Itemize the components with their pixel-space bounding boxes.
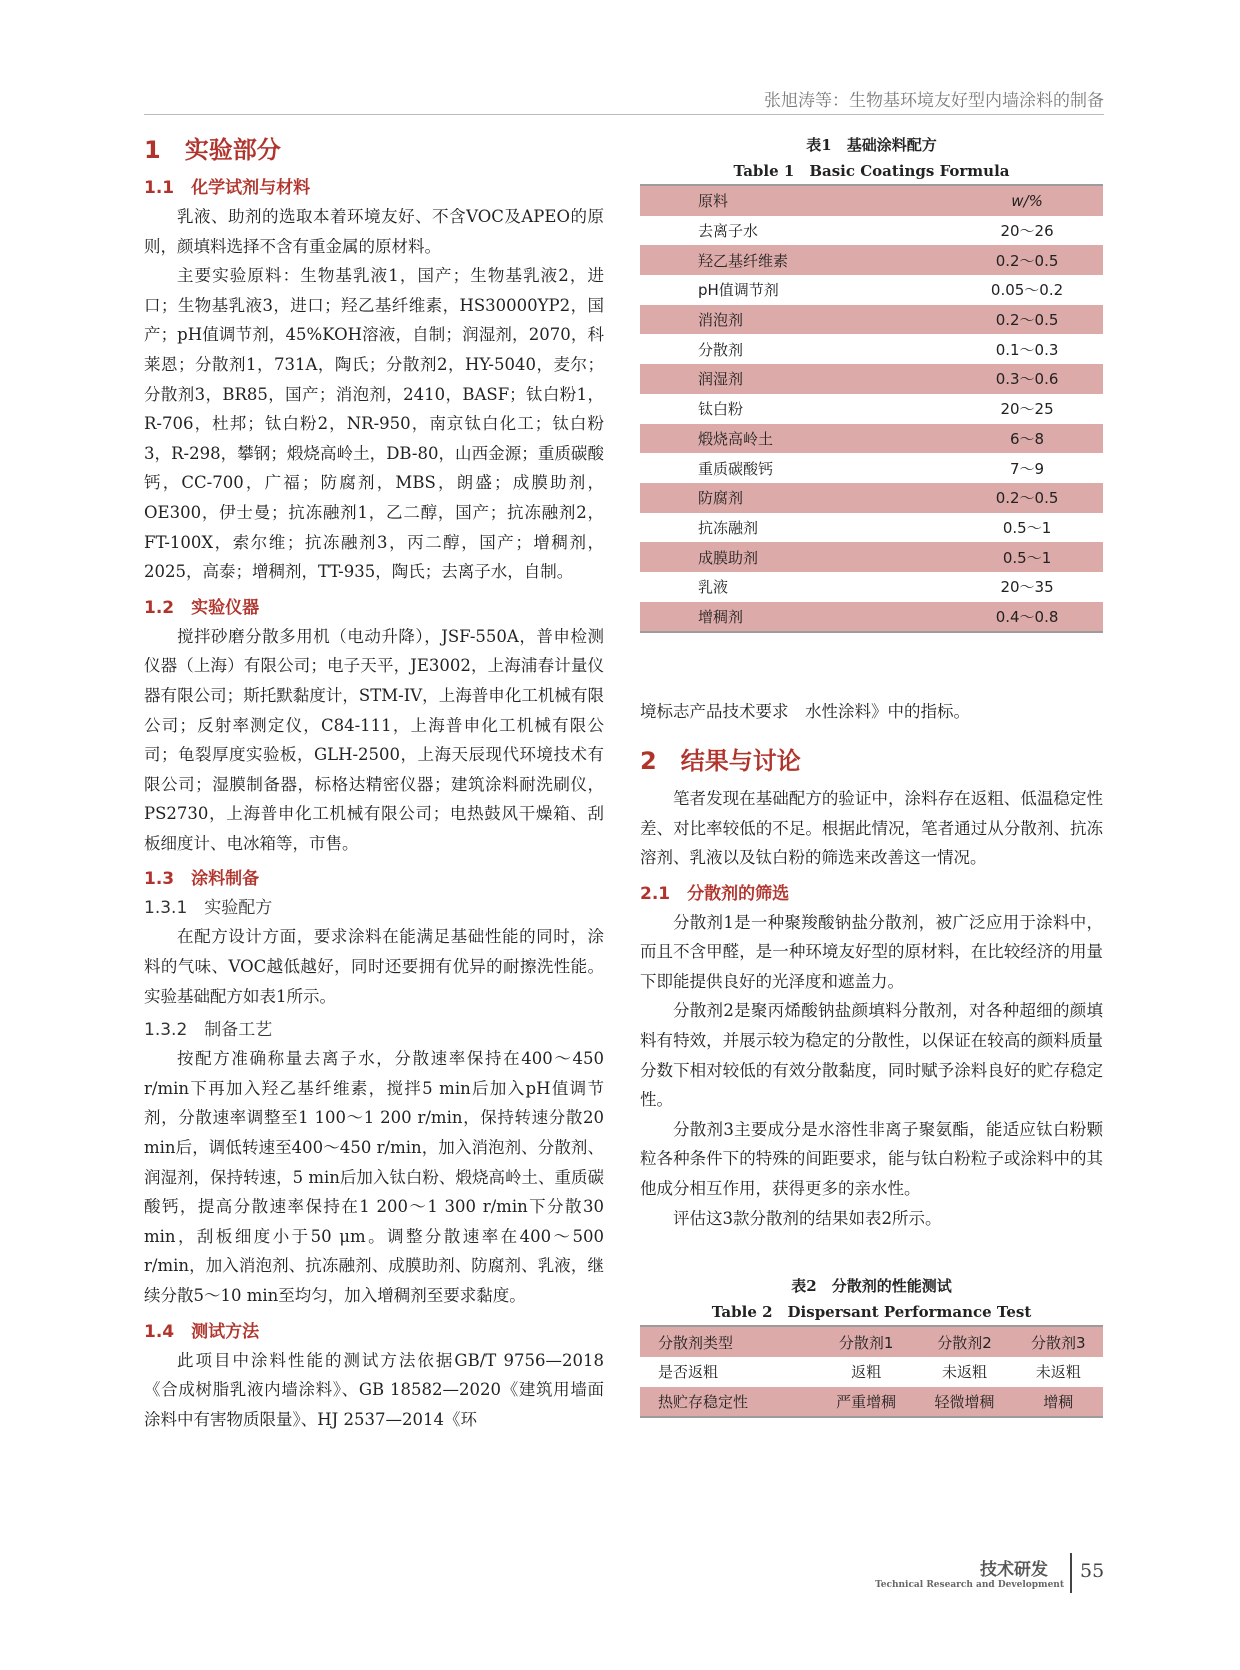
section-2-paragraph: 笔者发现在基础配方的验证中，涂料存在返粗、低温稳定性差、对比率较低的不足。根据此情况，笔者通过从分散剂、抗冻溶剂、乳液以及钛白粉的筛选来改善这一情况。 (640, 788, 1103, 868)
table-1-cell-material: 钛白粉 (698, 400, 744, 419)
table-2-cell: 是否返粗 (658, 1363, 719, 1382)
table-1-row (640, 602, 1103, 633)
table-2-cell: 返粗 (851, 1363, 882, 1382)
table-1-caption-en: Table 1 Basic Coatings Formula (733, 162, 1010, 180)
table-2-header-row (640, 1326, 1103, 1357)
table-1-row (640, 364, 1103, 394)
table-2-cell: 严重增稠 (817, 1387, 915, 1418)
table-1-cell-material: 润湿剂 (640, 364, 951, 394)
footer-divider (1070, 1553, 1072, 1593)
section-1-3-2-heading: 1.3.2 制备工艺 (144, 1020, 273, 1041)
table-1-row (640, 334, 1103, 364)
table-1-row (640, 394, 1103, 424)
table-1-cell-value: 0.2～0.5 (951, 483, 1103, 513)
table-2-cell: 增稠 (1014, 1387, 1103, 1418)
section-2-1-paragraph-2: 分散剂2是聚丙烯酸钠盐颜填料分散剂，对各种超细的颜填料有特效，并展示较为稳定的分散性，以保证在较高的颜料质量分数下相对较低的有效分散黏度，同时赋予涂料良好的贮存稳定性。 (640, 1001, 1103, 1110)
section-1-3-2-paragraph: 按配方准确称量去离子水，分散速率保持在400～450 r/min下再加入羟乙基纤维素，搅拌5 min后加入pH值调节剂，分散速率调整至1 100～1 200 r/min，保持转速分散20 min后，调低转速至400～450 r/min，加入消泡剂、分散剂、润湿剂，保持转速，5 min后加入钛白粉、煅烧高岭土、重质碳酸钙，提高分散速率保持在1 200～1 300 r/min下分散30 min，刮板细度小于50 μm。调整分散速率在400～500 r/min，加入消泡剂、抗冻融剂、成膜助剂、防腐剂、乳液，继续分散5～10 min至均匀，加入增稠剂至要求黏度。 (144, 1049, 604, 1305)
table-2-row (640, 1387, 1103, 1418)
left-column (144, 130, 604, 1434)
table-1-cell-value: 7～9 (1010, 459, 1045, 478)
section-1-1-paragraph-1: 乳液、助剂的选取本着环境友好、不含VOC及APEO的原则，颜填料选择不含有重金属的原材料。 (144, 207, 604, 256)
table-1-row (640, 542, 1103, 572)
table-2-cell: 未返粗 (1035, 1363, 1081, 1382)
header-rule (144, 114, 1104, 115)
section-2-1-paragraph-3: 分散剂3主要成分是水溶性非离子聚氨酯，能适应钛白粉颗粒各种条件下的特殊的间距要求，能与钛白粉粒子或涂料中的其他成分相互作用，获得更多的亲水性。 (640, 1119, 1103, 1199)
section-1-4-continued: 境标志产品技术要求 水性涂料》中的指标。 (640, 702, 970, 722)
table-2-row (640, 1357, 1103, 1387)
section-2-1-paragraph-1: 分散剂1是一种聚羧酸钠盐分散剂，被广泛应用于涂料中，而且不含甲醛，是一种环境友好型的原材料，在比较经济的用量下即能提供良好的光泽度和遮盖力。 (640, 912, 1103, 991)
table-1-cell-material: 乳液 (698, 578, 729, 597)
running-head: 张旭涛等：生物基环境友好型内墙涂料的制备 (764, 91, 1104, 111)
table-1-row (640, 453, 1103, 483)
table-1-row (640, 483, 1103, 513)
table-2-header-cell: 分散剂3 (1014, 1326, 1103, 1357)
table-1-cell-value: 6～8 (951, 424, 1103, 454)
table-1-basic-formula (640, 184, 1103, 633)
table-1-cell-value: 0.4～0.8 (951, 602, 1103, 633)
table-1-cell-value: 0.2～0.5 (951, 245, 1103, 275)
table-1-row (640, 424, 1103, 454)
section-1-3-1-paragraph: 在配方设计方面，要求涂料在能满足基础性能的同时，涂料的气味、VOC越低越好，同时还要拥有优异的耐擦洗性能。实验基础配方如表1所示。 (144, 927, 604, 1006)
table-1-header-mass-fraction: w/% (951, 185, 1103, 216)
section-1-4-heading: 1.4 测试方法 (144, 1321, 260, 1342)
table-1-cell-value: 0.1～0.3 (995, 340, 1059, 359)
section-1-4-paragraph: 此项目中涂料性能的测试方法依据GB/T 9756—2018《合成树脂乳液内墙涂料》、GB 18582—2020《建筑用墙面涂料中有害物质限量》、HJ 2537—2014《环 (144, 1350, 604, 1429)
table-1-row (640, 245, 1103, 275)
table-1-cell-material: 成膜助剂 (640, 542, 951, 572)
table-1-row (640, 513, 1103, 543)
table-1-cell-material: 煅烧高岭土 (640, 424, 951, 454)
table-1-cell-material: 羟乙基纤维素 (640, 245, 951, 275)
table-1-cell-value: 0.2～0.5 (951, 305, 1103, 335)
table-1-cell-material: pH值调节剂 (698, 281, 779, 300)
section-2-1-paragraph-4: 评估这3款分散剂的结果如表2所示。 (673, 1208, 942, 1228)
table-2-caption-en: Table 2 Dispersant Performance Test (711, 1303, 1032, 1322)
table-1-cell-material: 抗冻融剂 (698, 518, 759, 537)
table-1-cell-value: 0.05～0.2 (990, 281, 1064, 300)
table-1-cell-value: 20～35 (1000, 578, 1054, 597)
table-1-cell-value: 0.5～1 (951, 542, 1103, 572)
table-1-cell-material: 增稠剂 (640, 602, 951, 633)
table-2-cell: 轻微增稠 (915, 1387, 1013, 1418)
table-1-cell-material: 重质碳酸钙 (698, 459, 774, 478)
section-1-3-heading: 1.3 涂料制备 (144, 869, 260, 890)
section-1-2-paragraph: 搅拌砂磨分散多用机（电动升降），JSF-550A，普申检测仪器（上海）有限公司；电子天平，JE3002，上海浦春计量仪器有限公司；斯托默黏度计，STM-IV，上海普申化工机械有限公司；反射率测定仪，C84-111，上海普申化工机械有限公司；龟裂厚度实验板，GLH-2500，上海天辰现代环境技术有限公司；湿膜制备器，标格达精密仪器；建筑涂料耐洗刷仪，PS2730，上海普申化工机械有限公司；电热鼓风干燥箱、刮板细度计、电冰箱等，市售。 (144, 626, 604, 853)
table-1-cell-value: 20～25 (1000, 400, 1054, 419)
section-1-3-1-heading: 1.3.1 实验配方 (144, 898, 273, 919)
right-column (640, 130, 1103, 1418)
table-1-cell-value: 0.3～0.6 (951, 364, 1103, 394)
footer-section-name-en: Technical Research and Development (875, 1580, 1064, 1590)
table-1-row (640, 275, 1103, 305)
section-1-2-heading: 1.2 实验仪器 (144, 597, 260, 618)
table-2-cell: 未返粗 (941, 1363, 987, 1382)
table-2-header-cell: 分散剂1 (817, 1326, 915, 1357)
table-2-header-cell: 分散剂2 (915, 1326, 1013, 1357)
table-1-cell-value: 0.5～1 (1002, 518, 1052, 537)
page-number: 55 (1080, 1560, 1105, 1582)
table-1-row (640, 305, 1103, 335)
table-1-cell-material: 去离子水 (698, 222, 759, 241)
section-1-heading: 1 实验部分 (144, 136, 281, 164)
table-1-cell-value: 20～26 (1000, 222, 1054, 241)
section-1-1-paragraph-2: 主要实验原料：生物基乳液1，国产；生物基乳液2，进口；生物基乳液3，进口；羟乙基纤维素，HS30000YP2，国产；pH值调节剂，45%KOH溶液，自制；润湿剂，2070，科莱恩；分散剂1，731A，陶氏；分散剂2，HY-5040，麦尔；分散剂3，BR85，国产；消泡剂，2410，BASF；钛白粉1，R-706，杜邦；钛白粉2，NR-950，南京钛白化工；钛白粉3，R-298，攀钢；煅烧高岭土，DB-80，山西金源；重质碳酸钙，CC-700，广福；防腐剂，MBS，朗盛；成膜助剂，OE300，伊士曼；抗冻融剂1，乙二醇，国产；抗冻融剂2，FT-100X，索尔维；抗冻融剂3，丙二醇，国产；增稠剂，2025，高泰；增稠剂，TT-935，陶氏；去离子水，自制。 (144, 266, 604, 582)
table-2-header-cell: 分散剂类型 (640, 1326, 817, 1357)
table-1-cell-material: 防腐剂 (640, 483, 951, 513)
table-1-cell-material: 消泡剂 (640, 305, 951, 335)
table-1-row (640, 572, 1103, 602)
footer-section-name: 技术研发 (980, 1560, 1048, 1580)
table-2-dispersant-test (640, 1325, 1103, 1418)
section-1-1-heading: 1.1 化学试剂与材料 (144, 178, 311, 198)
section-2-1-heading: 2.1 分散剂的筛选 (640, 883, 790, 904)
table-1-caption-cn: 表1 基础涂料配方 (806, 136, 937, 154)
table-1-row (640, 216, 1103, 246)
table-1-cell-material: 分散剂 (698, 340, 744, 359)
table-1-header-material: 原料 (640, 185, 951, 216)
table-1-header-row (640, 185, 1103, 216)
section-2-heading: 2 结果与讨论 (640, 746, 801, 775)
table-2-cell: 热贮存稳定性 (640, 1387, 817, 1418)
table-2-caption-cn: 表2 分散剂的性能测试 (791, 1277, 952, 1296)
